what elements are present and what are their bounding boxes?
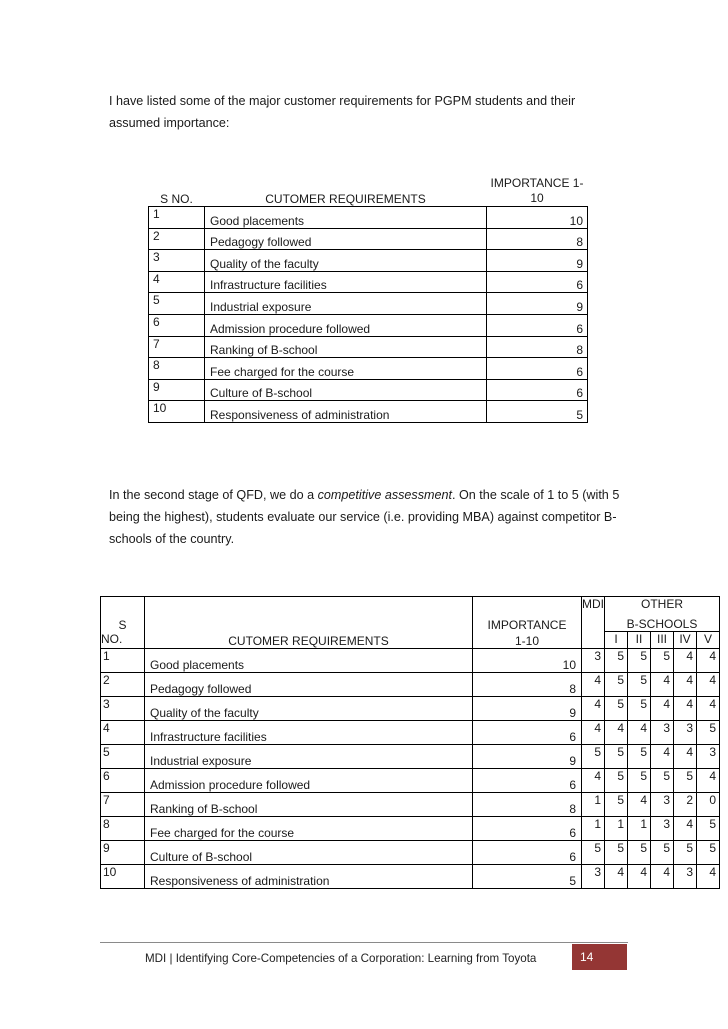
score-school-2: 5	[628, 745, 651, 769]
row-importance: 6	[473, 841, 582, 865]
score-school-1: 5	[605, 649, 628, 673]
row-requirement: Fee charged for the course	[145, 817, 473, 841]
requirements-row	[149, 379, 588, 401]
requirements-row	[149, 293, 588, 315]
row-importance: 6	[473, 817, 582, 841]
score-school-5: 4	[697, 769, 720, 793]
score-school-3: 4	[651, 745, 674, 769]
assessment-header-row-2	[101, 615, 720, 632]
intro-paragraph: I have listed some of the major customer requirements for PGPM students and their assumed importance:	[109, 94, 576, 130]
row-requirement: Industrial exposure	[205, 293, 487, 315]
requirements-table	[148, 168, 588, 423]
score-school-1: 5	[605, 793, 628, 817]
header-roman-4: IV	[674, 632, 697, 649]
para2-before: In the second stage of QFD, we do a	[109, 488, 318, 502]
requirements-row	[149, 336, 588, 358]
row-sno: 10	[149, 401, 205, 423]
header-requirement: CUTOMER REQUIREMENTS	[265, 192, 426, 206]
row-requirement: Culture of B-school	[145, 841, 473, 865]
row-requirement: Fee charged for the course	[205, 358, 487, 380]
row-requirement: Responsiveness of administration	[205, 401, 487, 423]
score-mdi: 5	[582, 841, 605, 865]
requirements-row	[149, 207, 588, 229]
assessment-paragraph	[109, 484, 629, 550]
row-requirement: Culture of B-school	[205, 379, 487, 401]
score-school-2: 5	[628, 697, 651, 721]
score-school-4: 4	[674, 745, 697, 769]
row-sno: 6	[149, 314, 205, 336]
row-importance: 5	[473, 865, 582, 889]
row-sno: 4	[149, 271, 205, 293]
score-school-3: 4	[651, 673, 674, 697]
row-sno: 7	[149, 336, 205, 358]
score-school-4: 4	[674, 673, 697, 697]
requirements-table-header	[149, 168, 588, 207]
score-school-2: 5	[628, 673, 651, 697]
row-importance: 10	[473, 649, 582, 673]
score-school-3: 3	[651, 817, 674, 841]
score-school-2: 4	[628, 721, 651, 745]
para2-after: . On the scale of 1 to 5 (with 5 being the highest), students evaluate our service (i.e. providing MBA) against competitor B-schools of the country.	[109, 488, 620, 546]
assessment-row	[101, 673, 720, 697]
score-school-1: 5	[605, 697, 628, 721]
score-school-4: 3	[674, 721, 697, 745]
row-importance: 8	[473, 673, 582, 697]
row-importance: 8	[473, 793, 582, 817]
score-school-4: 4	[674, 817, 697, 841]
row-importance: 6	[473, 769, 582, 793]
score-school-4: 3	[674, 865, 697, 889]
row-importance: 10	[487, 207, 588, 229]
row-importance: 9	[473, 745, 582, 769]
row-requirement: Admission procedure followed	[145, 769, 473, 793]
score-school-1: 1	[605, 817, 628, 841]
row-sno: 7	[101, 793, 145, 817]
row-requirement: Industrial exposure	[145, 745, 473, 769]
row-importance: 9	[487, 250, 588, 272]
score-school-5: 4	[697, 697, 720, 721]
header-importance-2: 1-10	[473, 632, 582, 649]
row-requirement: Pedagogy followed	[205, 228, 487, 250]
row-sno: 10	[101, 865, 145, 889]
score-school-1: 4	[605, 865, 628, 889]
row-requirement: Quality of the faculty	[205, 250, 487, 272]
footer-text: MDI | Identifying Core-Competencies of a Corporation: Learning from Toyota	[145, 952, 537, 965]
score-school-3: 3	[651, 721, 674, 745]
requirements-row	[149, 250, 588, 272]
score-mdi: 1	[582, 793, 605, 817]
header-s: S	[101, 615, 145, 632]
score-mdi: 3	[582, 865, 605, 889]
row-sno: 2	[101, 673, 145, 697]
page-number: 14	[572, 944, 627, 970]
row-sno: 3	[101, 697, 145, 721]
score-school-1: 5	[605, 841, 628, 865]
header-other-2: B-SCHOOLS	[605, 615, 720, 632]
row-importance: 6	[487, 358, 588, 380]
score-school-2: 4	[628, 865, 651, 889]
row-requirement: Good placements	[205, 207, 487, 229]
row-requirement: Ranking of B-school	[145, 793, 473, 817]
row-sno: 9	[101, 841, 145, 865]
score-school-4: 5	[674, 841, 697, 865]
requirements-row	[149, 228, 588, 250]
header-roman-1: I	[605, 632, 628, 649]
header-importance: IMPORTANCE 1-10	[490, 176, 584, 205]
row-requirement: Infrastructure facilities	[145, 721, 473, 745]
score-school-2: 5	[628, 769, 651, 793]
row-requirement: Admission procedure followed	[205, 314, 487, 336]
row-importance: 9	[473, 697, 582, 721]
row-sno: 1	[101, 649, 145, 673]
score-school-2: 5	[628, 841, 651, 865]
competitive-assessment-table	[100, 596, 720, 889]
score-school-3: 3	[651, 793, 674, 817]
score-school-2: 1	[628, 817, 651, 841]
row-requirement: Responsiveness of administration	[145, 865, 473, 889]
row-importance: 9	[487, 293, 588, 315]
row-importance: 8	[487, 336, 588, 358]
requirements-row	[149, 401, 588, 423]
score-mdi: 4	[582, 673, 605, 697]
score-school-2: 5	[628, 649, 651, 673]
row-requirement: Good placements	[145, 649, 473, 673]
score-school-5: 5	[697, 841, 720, 865]
assessment-row	[101, 841, 720, 865]
score-school-1: 5	[605, 673, 628, 697]
score-school-1: 4	[605, 721, 628, 745]
row-sno: 5	[101, 745, 145, 769]
row-importance: 6	[487, 271, 588, 293]
header-roman-3: III	[651, 632, 674, 649]
score-school-5: 4	[697, 865, 720, 889]
assessment-row	[101, 817, 720, 841]
assessment-row	[101, 697, 720, 721]
score-school-2: 4	[628, 793, 651, 817]
requirements-row	[149, 271, 588, 293]
row-sno: 8	[101, 817, 145, 841]
row-sno: 4	[101, 721, 145, 745]
score-school-5: 3	[697, 745, 720, 769]
score-school-4: 2	[674, 793, 697, 817]
row-sno: 2	[149, 228, 205, 250]
row-sno: 3	[149, 250, 205, 272]
header-no: NO.	[101, 632, 145, 649]
assessment-row	[101, 649, 720, 673]
row-importance: 8	[487, 228, 588, 250]
score-school-3: 5	[651, 769, 674, 793]
score-school-3: 4	[651, 697, 674, 721]
header-roman-2: II	[628, 632, 651, 649]
row-importance: 6	[487, 314, 588, 336]
row-requirement: Infrastructure facilities	[205, 271, 487, 293]
footer-rule	[100, 942, 628, 943]
header-requirement-2: CUTOMER REQUIREMENTS	[145, 632, 473, 649]
score-school-5: 5	[697, 817, 720, 841]
row-sno: 1	[149, 207, 205, 229]
score-school-3: 4	[651, 865, 674, 889]
score-school-1: 5	[605, 769, 628, 793]
requirements-row	[149, 358, 588, 380]
requirements-row	[149, 314, 588, 336]
header-mdi: MDI	[582, 597, 605, 616]
score-school-5: 0	[697, 793, 720, 817]
score-mdi: 4	[582, 697, 605, 721]
score-school-5: 4	[697, 673, 720, 697]
score-mdi: 3	[582, 649, 605, 673]
score-school-3: 5	[651, 841, 674, 865]
score-school-1: 5	[605, 745, 628, 769]
score-school-3: 5	[651, 649, 674, 673]
score-mdi: 4	[582, 721, 605, 745]
para2-emphasis: competitive assessment	[317, 488, 453, 502]
row-importance: 6	[473, 721, 582, 745]
score-school-5: 5	[697, 721, 720, 745]
assessment-row	[101, 769, 720, 793]
row-sno: 9	[149, 379, 205, 401]
score-school-5: 4	[697, 649, 720, 673]
score-school-4: 5	[674, 769, 697, 793]
assessment-row	[101, 793, 720, 817]
row-importance: 6	[487, 379, 588, 401]
row-requirement: Pedagogy followed	[145, 673, 473, 697]
score-school-4: 4	[674, 697, 697, 721]
assessment-header-row-1	[101, 597, 720, 616]
score-school-4: 4	[674, 649, 697, 673]
header-importance-1: IMPORTANCE	[473, 615, 582, 632]
assessment-row	[101, 745, 720, 769]
header-sno: S NO.	[160, 192, 193, 206]
assessment-row	[101, 865, 720, 889]
score-mdi: 4	[582, 769, 605, 793]
row-requirement: Quality of the faculty	[145, 697, 473, 721]
score-mdi: 5	[582, 745, 605, 769]
score-mdi: 1	[582, 817, 605, 841]
header-roman-5: V	[697, 632, 720, 649]
row-sno: 5	[149, 293, 205, 315]
assessment-row	[101, 721, 720, 745]
row-sno: 6	[101, 769, 145, 793]
row-sno: 8	[149, 358, 205, 380]
header-other-1: OTHER	[605, 597, 720, 616]
assessment-header-row-3	[101, 632, 720, 649]
row-importance: 5	[487, 401, 588, 423]
row-requirement: Ranking of B-school	[205, 336, 487, 358]
